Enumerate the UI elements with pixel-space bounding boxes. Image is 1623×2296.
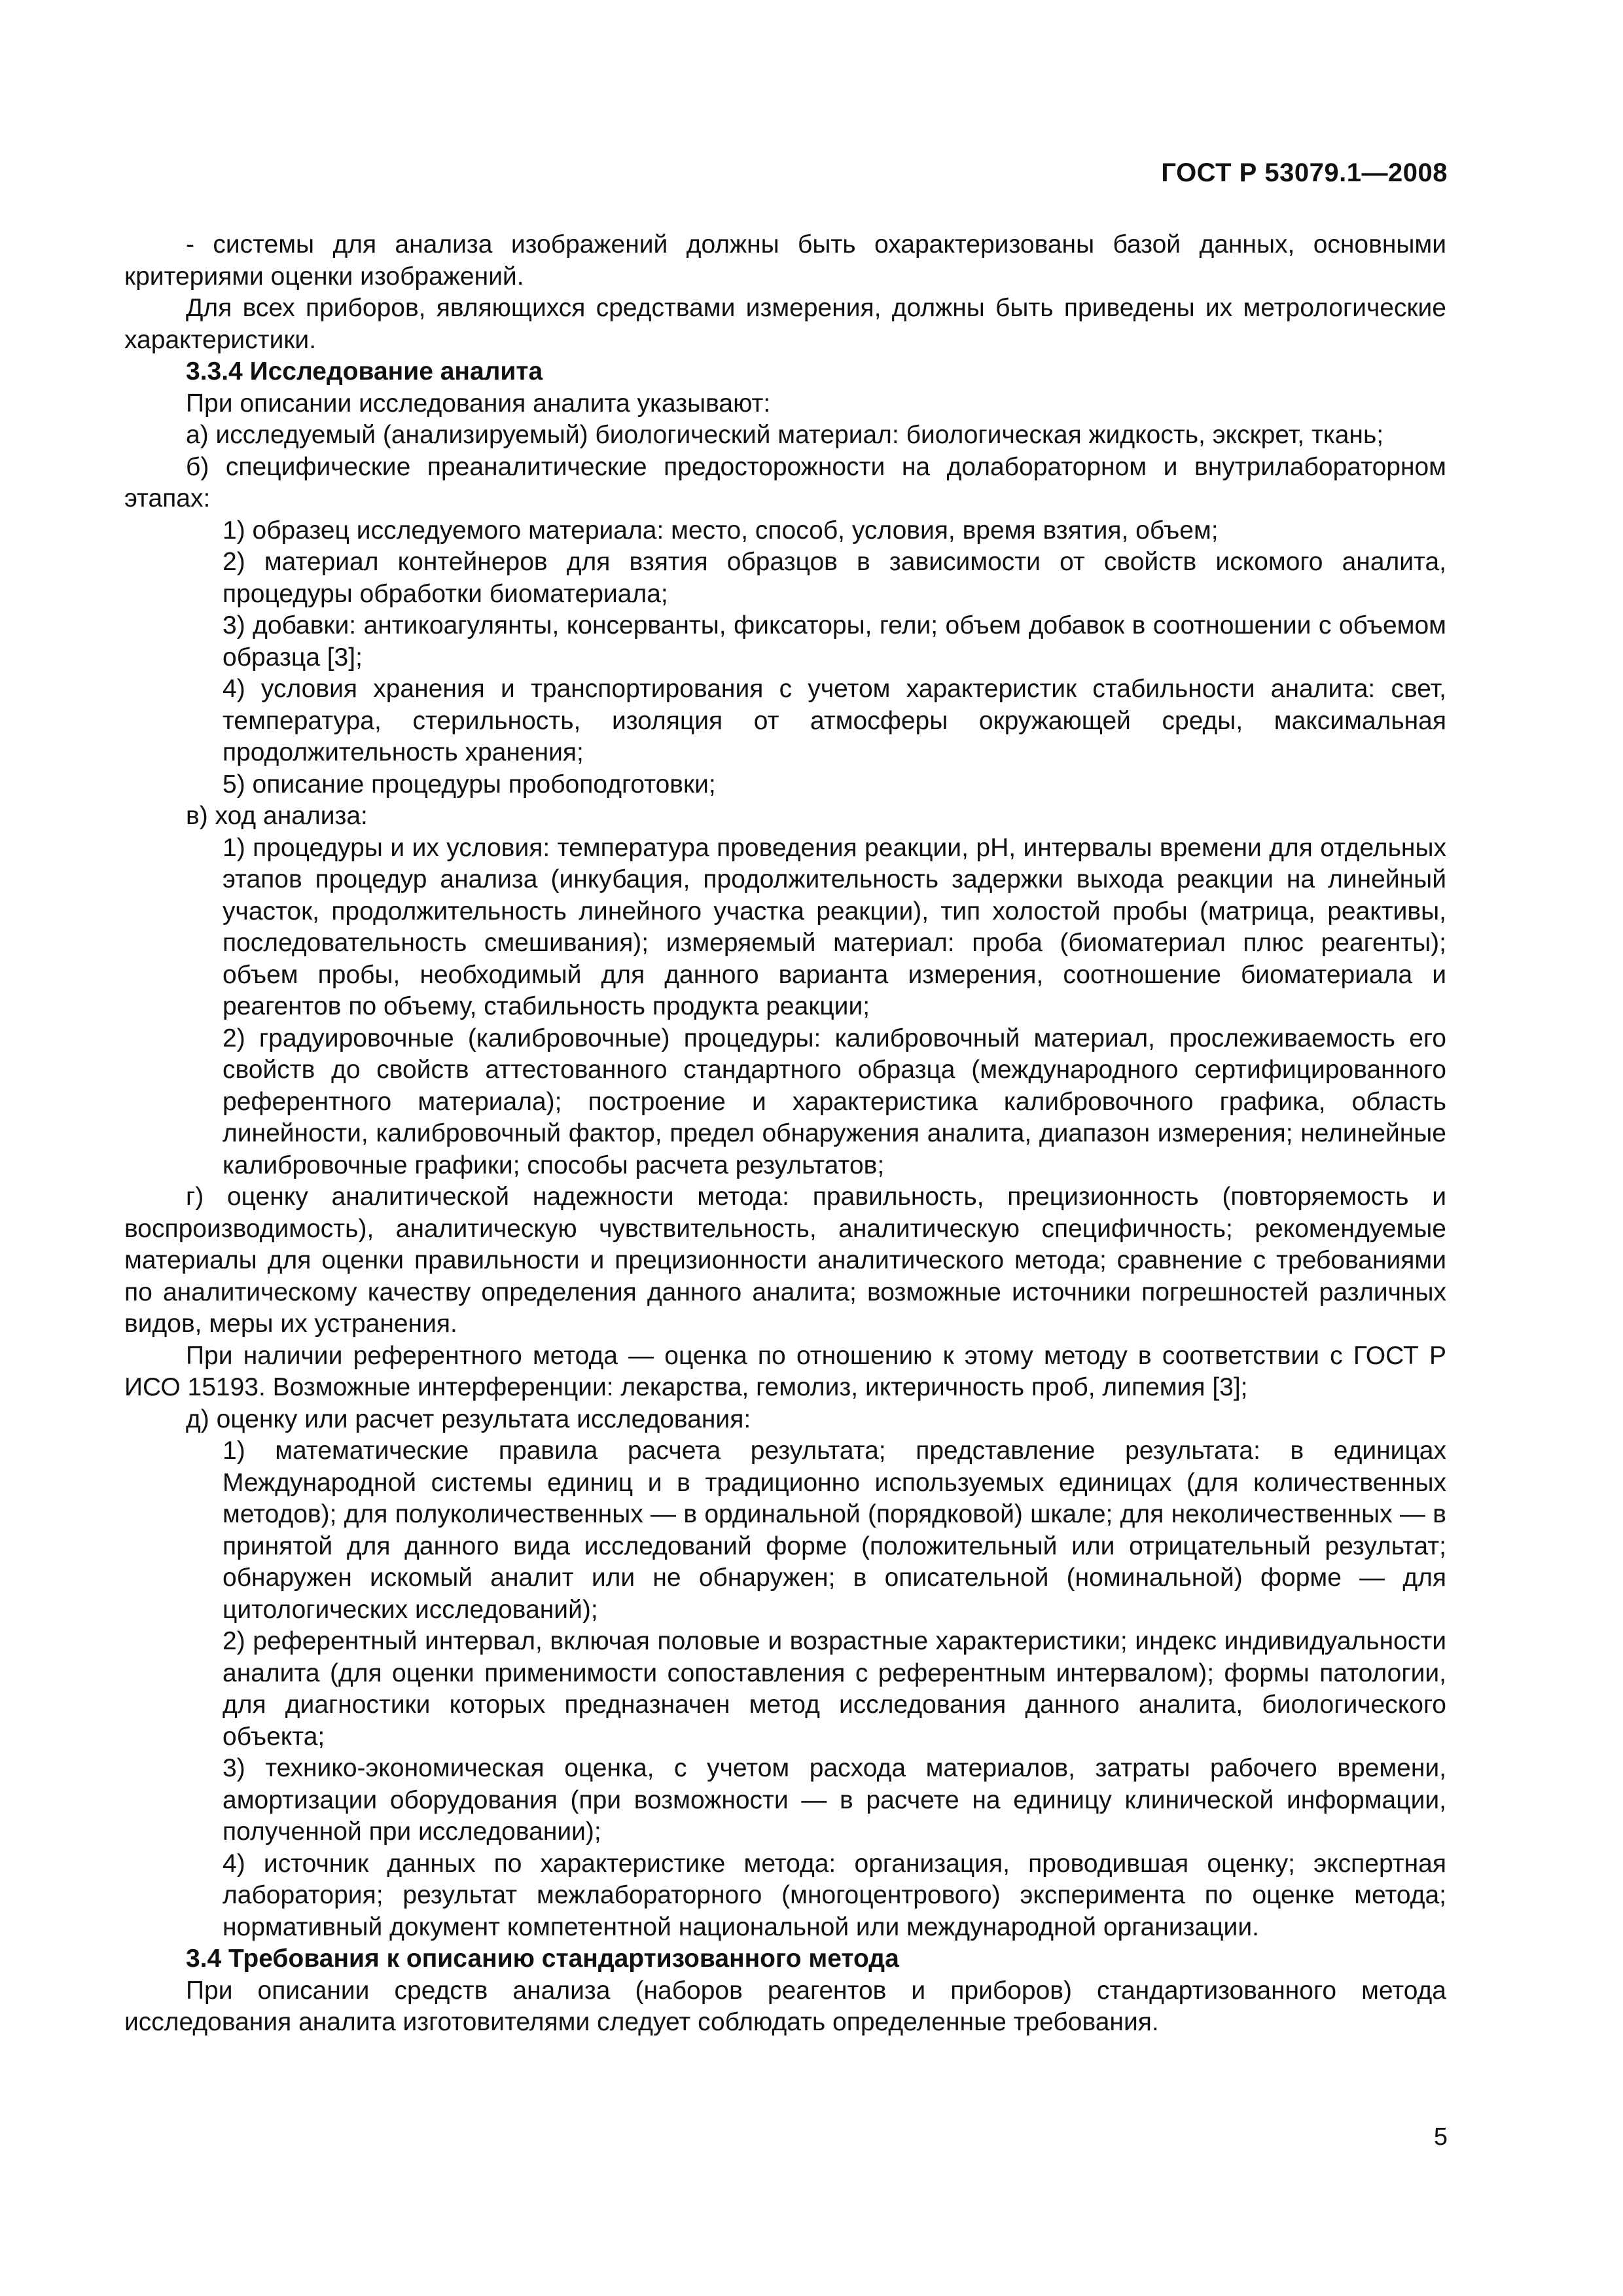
list-item: а) исследуемый (анализируемый) биологический материал: биологическая жидкость, экскрет, ткань; — [186, 421, 1384, 449]
page-number: 5 — [1433, 2123, 1448, 2151]
sub-list-item: 2) градуировочные (калибровочные) процедуры: калибровочный материал, прослеживаемость его свойств до свойств аттестованного стандартного образца (международного сертифицированного референтного материала); построение и характеристика калибровочного графика, область линейности, калибровочный фактор, предел обнаружения аналита, диапазон измерения; нелинейные калибровочные графики; способы расчета результатов; — [223, 1024, 1446, 1179]
sub-list-item: 1) образец исследуемого материала: место, способ, условия, время взятия, объем; — [223, 516, 1219, 545]
list-item: б) специфические преаналитические предосторожности на долабораторном и внутрилабораторном этапах: — [124, 452, 1446, 512]
sub-list-item: 3) добавки: антикоагулянты, консерванты, фиксаторы, гели; объем добавок в соотношении с объемом образца [3]; — [223, 611, 1446, 672]
sub-list-item: 2) референтный интервал, включая половые и возрастные характеристики; индекс индивидуальности аналита (для оценки применимости сопоставления с референтным интервалом); формы патологии, для диагностики которых предназначен метод исследования данного аналита, биологического объекта; — [223, 1627, 1446, 1751]
list-item: д) оценку или расчет результата исследования: — [186, 1405, 751, 1433]
sub-list-item: 4) источник данных по характеристике метода: организация, проводившая оценку; экспертная лаборатория; результат межлабораторного (многоцентрового) эксперимента по оценке метода; нормативный документ компетентной национальной или международной организации. — [223, 1849, 1446, 1941]
paragraph: При наличии референтного метода — оценка по отношению к этому методу в соответствии с ГОСТ Р ИСО 15193. Возможные интерференции: лекарства, гемолиз, иктеричность проб, липемия [3]; — [124, 1341, 1446, 1401]
paragraph: Для всех приборов, являющихся средствами измерения, должны быть приведены их метрологические характеристики. — [124, 294, 1446, 354]
sub-list-item: 2) материал контейнеров для взятия образцов в зависимости от свойств искомого аналита, процедуры обработки биоматериала; — [223, 548, 1446, 608]
sub-list-item: 4) условия хранения и транспортирования с учетом характеристик стабильности аналита: свет, температура, стерильность, изоляция от атмосферы окружающей среды, максимальная продолжительность хранения; — [223, 675, 1446, 766]
document-body — [124, 229, 1446, 2039]
list-item: в) ход анализа: — [186, 802, 368, 830]
section-heading: 3.3.4 Исследование аналита — [186, 357, 543, 386]
sub-list-item: 1) математические правила расчета результата; представление результата: в единицах Международной системы единиц и в традиционно используемых единицах (для количественных методов); для полуколичественных — в ординальной (порядковой) шкале; для неколичественных — в принятой для данного вида исследований форме (положительный или отрицательный результат; обнаружен искомый аналит или не обнаружен; в описательной (номинальной) форме — для цитологических исследований); — [223, 1437, 1446, 1624]
list-item: г) оценку аналитической надежности метода: правильность, прецизионность (повторяемость и воспроизводимость), аналитическую чувствительность, аналитическую специфичность; рекомендуемые материалы для оценки правильности и прецизионности аналитического метода; сравнение с требованиями по аналитическому качеству определения данного аналита; возможные источники погрешностей различных видов, меры их устранения. — [124, 1183, 1446, 1338]
paragraph: При описании исследования аналита указывают: — [186, 389, 771, 418]
sub-list-item: 5) описание процедуры пробоподготовки; — [223, 770, 716, 798]
document-code: ГОСТ Р 53079.1—2008 — [1161, 158, 1448, 187]
paragraph: - системы для анализа изображений должны быть охарактеризованы базой данных, основными критериями оценки изображений. — [124, 230, 1446, 291]
sub-list-item: 3) технико-экономическая оценка, с учетом расхода материалов, затраты рабочего времени, амортизации оборудования (при возможности — в расчете на единицу клинической информации, полученной при исследовании); — [223, 1754, 1446, 1846]
sub-list-item: 1) процедуры и их условия: температура проведения реакции, pH, интервалы времени для отдельных этапов процедур анализа (инкубация, продолжительность задержки выхода реакции на линейный участок, продолжительность линейного участка реакции), тип холостой пробы (матрица, реактивы, последовательность смешивания); измеряемый материал: проба (биоматериал плюс реагенты); объем пробы, необходимый для данного варианта измерения, соотношение биоматериала и реагентов по объему, стабильность продукта реакции; — [223, 833, 1446, 1020]
section-heading: 3.4 Требования к описанию стандартизованного метода — [186, 1945, 899, 1973]
paragraph: При описании средств анализа (наборов реагентов и приборов) стандартизованного метода исследования аналита изготовителями следует соблюдать определенные требования. — [124, 1976, 1446, 2036]
